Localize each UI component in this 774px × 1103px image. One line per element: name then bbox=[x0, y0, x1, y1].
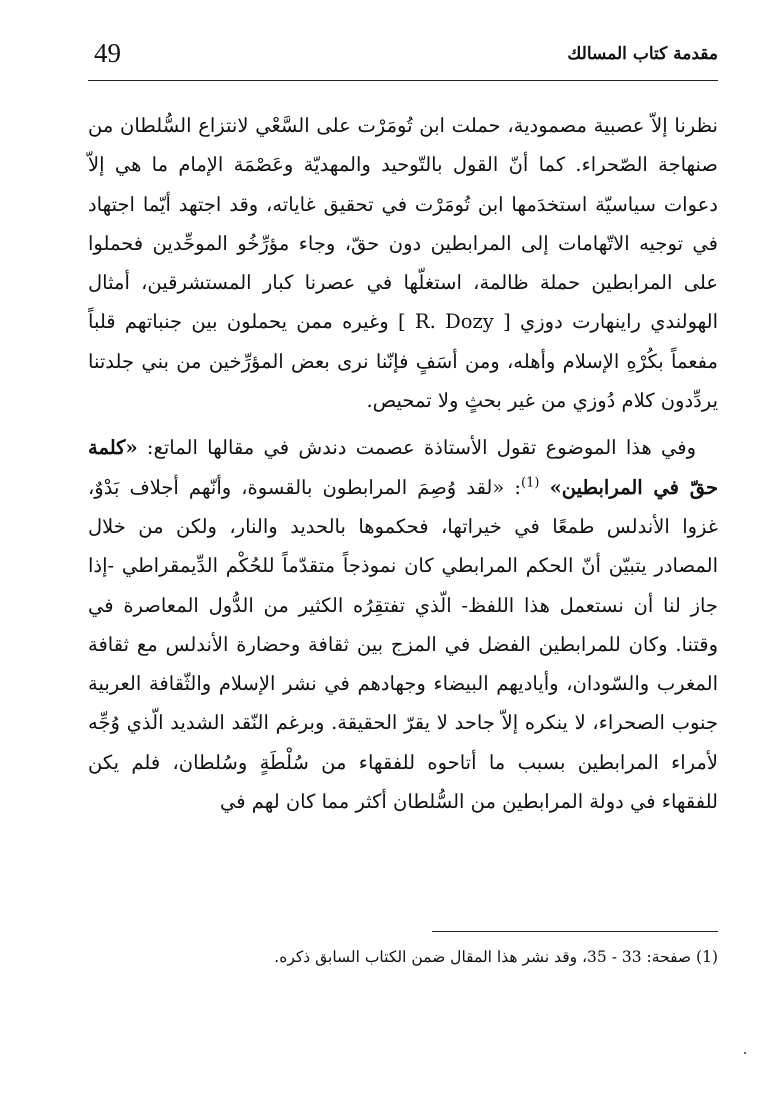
paragraph-2-lead: وفي هذا الموضوع تقول الأستاذة عصمت دندش في مقالها الماتع: bbox=[146, 436, 697, 460]
footnote: (1) صفحة: 33 - 35، وقد نشر هذا المقال ضمن الكتاب السابق ذكره. bbox=[274, 948, 718, 966]
footnote-divider bbox=[432, 931, 718, 932]
main-text bbox=[88, 106, 718, 821]
page-header bbox=[88, 34, 718, 81]
paragraph-1: نظرنا إلاّ عصبية مصمودية، حملت ابن تُومَرْت على السَّعْي لانتزاع السُّلطان من صنهاجة الصّحراء. كما أنّ القول بالتّوحيد والمهديّة وعَصْمَة الإمام ما هي إلاّ دعوات سياسيّة استخدَمها ابن تُومَرْت في تحقيق غاياته، وقد اجتهد أيّما اجتهاد في توجيه الاتّهامات إلى المرابطين دون حقّ، وجاء مؤرِّخُو الموحِّدين فحملوا على المرابطين حملة ظالمة، استغلّها في عصرنا كبار المستشرقين، أمثال الهولندي راينهارت دوزي [ R. Dozy ] وغيره ممن يحملون بين جنباتهم قلباً مفعماً بكُرْهِ الإسلام وأهله، ومن أسَفٍ فإنّنا نرى بعض المؤرِّخين من بني جلدتنا يردِّدون كلام دُوزي من غير بحثٍ ولا تمحيص. bbox=[88, 114, 718, 413]
footnote-reference[interactable]: (1) bbox=[521, 475, 540, 491]
page-number: 49 bbox=[94, 38, 121, 68]
paragraph-2-quote: : «لقد وُصِمَ المرابطون بالقسوة، وأنّهم أجلاف بَدْوٌ، غزوا الأندلس طمعًا في خيراتها، فحكموها بالحديد والنار، ولكن من خلال المصادر يتبيّن أنّ الحكم المرابطي كان نموذجاً متقدّماً للحُكْم الدِّيمقراطي -إذا جاز لنا أن نستعمل هذا اللفظ- الّذي تفتقِرُه الكثير من الدُّول المعاصرة في وقتنا. وكان للمرابطين الفضل في المزج بين ثقافة وحضارة الأندلس مع ثقافة المغرب والسّودان، وأياديهم البيضاء وجهادهم في نشر الإسلام والثّقافة العربية جنوب الصحراء، لا ينكره إلاّ جاحد لا يقرّ الحقيقة. وبرغم النّقد الشديد الّذي وُجِّه لأمراء المرابطين بسبب ما أتاحوه للفقهاء من سُلْطَةٍ وسُلطان، فلم يكن للفقهاء في دولة المرابطين من السُّلطان أكثر مما كان لهم في bbox=[88, 475, 719, 814]
article-title: «كلمة حقّ في المرابطين» bbox=[88, 436, 719, 499]
scan-speck bbox=[744, 1052, 746, 1054]
running-title: مقدمة كتاب المسالك bbox=[567, 44, 718, 64]
paragraph-2 bbox=[88, 428, 718, 821]
